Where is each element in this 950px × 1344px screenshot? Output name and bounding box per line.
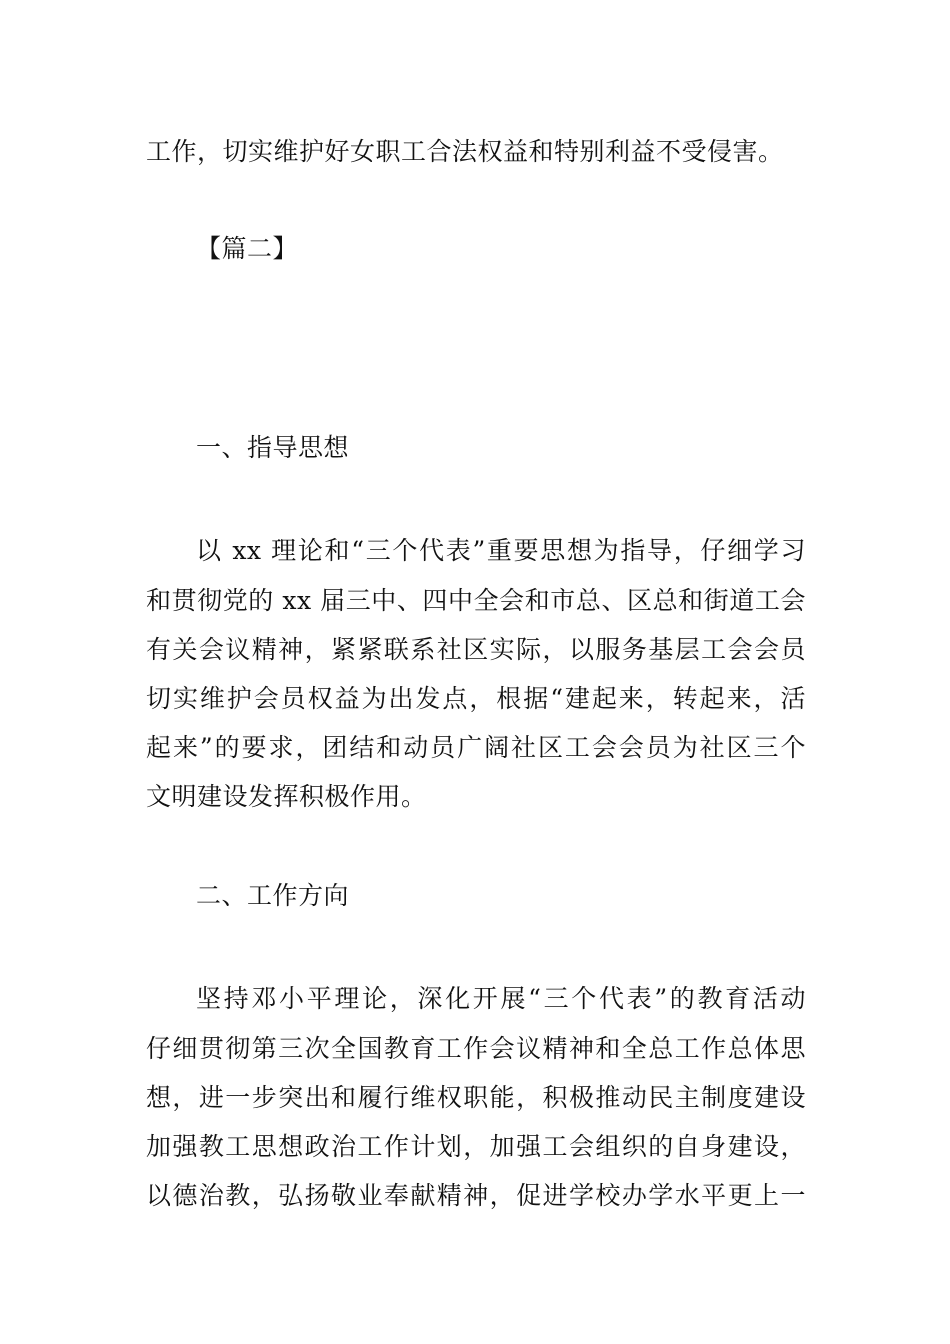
part1-heading: 一、指导思想	[196, 433, 350, 462]
continued-paragraph-line: 工作，切实维护好女职工合法权益和特别利益不受侵害。	[146, 137, 784, 166]
part1-paragraph-line-6: 文明建设发挥积极作用。	[146, 782, 427, 811]
part2-paragraph-line-4: 加强教工思想政治工作计划，加强工会组织的自身建设，	[146, 1132, 806, 1161]
part2-paragraph-line-1: 坚持邓小平理论，深化开展“三个代表”的教育活动	[196, 984, 806, 1013]
section-title: 【篇二】	[196, 234, 299, 263]
part1-paragraph-line-3: 有关会议精神，紧紧联系社区实际，以服务基层工会会员	[146, 635, 806, 664]
part2-heading: 二、工作方向	[196, 881, 350, 910]
part1-paragraph-line-4: 切实维护会员权益为出发点，根据“建起来，转起来，活	[146, 684, 806, 713]
part2-paragraph-line-5: 以德治教，弘扬敬业奉献精神，促进学校办学水平更上一	[146, 1181, 806, 1210]
part1-paragraph-line-5: 起来”的要求，团结和动员广阔社区工会会员为社区三个	[146, 733, 806, 762]
part1-paragraph-line-1: 以 xx 理论和“三个代表”重要思想为指导，仔细学习	[196, 536, 806, 565]
part2-paragraph-line-2: 仔细贯彻第三次全国教育工作会议精神和全总工作总体思	[146, 1034, 806, 1063]
part1-paragraph-line-2: 和贯彻党的 xx 届三中、四中全会和市总、区总和街道工会	[146, 586, 806, 615]
part2-paragraph-line-3: 想，进一步突出和履行维权职能，积极推动民主制度建设	[146, 1083, 806, 1112]
